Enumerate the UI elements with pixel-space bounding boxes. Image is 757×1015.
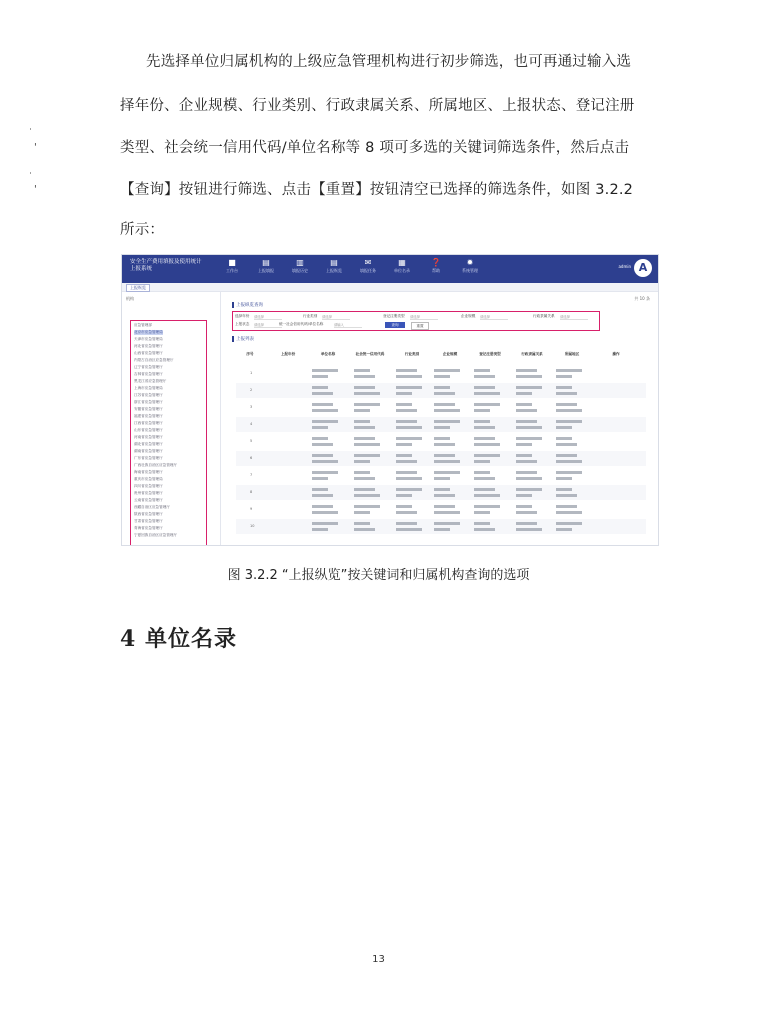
tree-item[interactable]: 海南省应急管理厅 [134,470,163,474]
blurred-cell [396,420,417,423]
filter-input[interactable]: 请选择 [254,322,282,328]
tree-item[interactable]: 重庆市应急管理局 [134,477,163,481]
blurred-cell [354,494,380,497]
blurred-cell [516,443,532,446]
blurred-cell [312,471,338,474]
reset-button[interactable]: 重置 [411,322,429,330]
blurred-cell [434,477,450,480]
figure-screenshot [121,254,659,546]
blurred-cell [556,505,577,508]
blurred-cell [556,522,582,525]
filter-highlight [232,311,600,331]
org-tree-heading: 机构 [126,296,134,301]
blurred-cell [434,443,455,446]
blurred-cell [396,494,412,497]
tree-item[interactable]: 西藏自治区应急管理厅 [134,505,170,509]
paragraph-line-5: 所示： [120,222,165,238]
filter-label: 上报状态 [235,322,250,326]
blurred-cell [516,511,537,514]
blurred-cell [516,460,537,463]
blurred-cell [474,443,500,446]
nav-item-2[interactable] [282,258,318,274]
scan-speck: ' [34,142,37,153]
nav-item-label: 上报纵览 [326,268,342,273]
blurred-cell [312,375,328,378]
tree-item[interactable]: 江苏省应急管理厅 [134,393,163,397]
row-number: 4 [250,422,253,426]
table-header: 行业类别 [404,352,420,356]
tree-item[interactable]: 应急管理部 [134,323,152,327]
filter-label: 行政隶属关系 [533,314,555,318]
nav-item-label: 单位名录 [394,268,410,273]
avatar[interactable]: A [634,259,652,277]
blurred-cell [516,420,537,423]
blurred-cell [556,386,572,389]
query-button[interactable]: 查询 [385,322,405,328]
blurred-cell [396,392,412,395]
blurred-cell [556,477,572,480]
scan-speck: ˙ [28,172,33,183]
blurred-cell [434,386,450,389]
blurred-cell [396,426,422,429]
table-header: 社会统一信用代码 [355,352,385,356]
tree-item[interactable]: 四川省应急管理厅 [134,484,163,488]
blurred-cell [556,392,577,395]
blurred-cell [396,369,417,372]
blurred-cell [516,437,542,440]
blurred-cell [434,369,460,372]
tree-item[interactable]: 宁夏回族自治区应急管理厅 [134,533,178,537]
tree-item[interactable]: 湖南省应急管理厅 [134,449,163,453]
row-number: 9 [250,507,253,511]
blurred-cell [556,471,582,474]
user-label: admin [618,264,631,269]
blurred-cell [312,488,328,491]
blurred-cell [556,369,582,372]
blurred-cell [434,471,460,474]
blurred-cell [516,528,542,531]
mail-icon: ✉ [364,258,372,267]
tree-item[interactable]: 内蒙古自治区应急管理厅 [134,358,174,362]
table-header: 登记注册类型 [479,352,501,356]
blurred-cell [474,460,490,463]
blurred-cell [516,375,542,378]
nav-item-label: 填报历史 [292,268,308,273]
blurred-cell [516,403,532,406]
table-header: 行政隶属关系 [521,352,543,356]
blurred-cell [434,454,455,457]
filter-label: 行业类别 [303,314,318,318]
page-number: 13 [372,954,385,965]
tree-item[interactable]: 云南省应急管理厅 [134,498,163,502]
tree-item[interactable]: 河南省应急管理厅 [134,435,163,439]
blurred-cell [474,409,490,412]
scan-speck: ˙ [28,128,33,139]
blurred-cell [396,511,417,514]
tab-overview[interactable]: 上报纵览 [126,284,150,292]
blurred-cell [396,454,412,457]
paragraph-line-2: 择年份、企业规模、行业类别、行政隶属关系、所属地区、上报状态、登记注册 [120,98,635,114]
blurred-cell [556,528,572,531]
paragraph-line-1: 先选择单位归属机构的上级应急管理机构进行初步筛选，也可再通过输入选 [146,54,632,70]
nav-item-label: 填报任务 [360,268,376,273]
blurred-cell [354,369,370,372]
table-header: 企业规模 [442,352,458,356]
main-panel [226,292,654,545]
blurred-cell [312,386,328,389]
blurred-cell [312,522,338,525]
blurred-cell [556,403,577,406]
blurred-cell [396,386,422,389]
blurred-cell [434,437,450,440]
blurred-cell [312,460,338,463]
blurred-cell [516,409,537,412]
filter-input[interactable]: 请选择 [322,314,350,320]
blurred-cell [516,505,532,508]
blurred-cell [312,392,333,395]
blurred-cell [556,375,572,378]
blurred-cell [556,443,577,446]
row-number: 1 [250,371,253,375]
nav-item-6[interactable] [418,258,454,274]
blurred-cell [516,386,542,389]
system-title [130,259,220,273]
blurred-cell [474,386,495,389]
filter-input[interactable]: 请选择 [560,314,588,320]
tree-item[interactable]: 广西壮族自治区应急管理厅 [134,463,178,467]
blurred-cell [396,409,417,412]
blurred-cell [474,392,500,395]
blurred-cell [474,420,490,423]
table-header: 操作 [612,352,620,356]
blurred-cell [354,528,375,531]
tree-item[interactable]: 江西省应急管理厅 [134,421,163,425]
blurred-cell [396,437,422,440]
blurred-cell [354,454,380,457]
blurred-cell [434,528,450,531]
tree-item[interactable]: 黑龙江省应急管理厅 [134,379,167,383]
blurred-cell [556,409,582,412]
tree-item[interactable]: 辽宁省应急管理厅 [134,365,163,369]
blurred-cell [312,511,338,514]
filter-input[interactable]: 请选择 [410,314,438,320]
blurred-cell [312,494,333,497]
blurred-cell [516,488,542,491]
blurred-cell [396,488,422,491]
blurred-cell [434,511,460,514]
org-tree-panel [122,292,221,545]
blurred-cell [396,443,412,446]
blurred-cell [474,522,490,525]
blurred-cell [354,522,370,525]
table-title: 上报列表 [232,336,254,342]
row-number: 3 [250,405,253,409]
row-number: 8 [250,490,253,494]
blurred-cell [434,494,455,497]
blurred-cell [354,488,375,491]
blurred-cell [474,528,495,531]
scan-speck: ' [34,184,37,195]
blurred-cell [474,369,490,372]
blurred-cell [312,403,333,406]
tree-item[interactable]: 青海省应急管理厅 [134,526,163,530]
filter-label: 登记注册类型 [383,314,405,318]
blurred-cell [312,454,333,457]
blurred-cell [516,477,542,480]
tree-item[interactable]: 陕西省应急管理厅 [134,512,163,516]
blurred-cell [516,392,532,395]
tree-item[interactable]: 山东省应急管理厅 [134,428,163,432]
blurred-cell [474,505,500,508]
tree-item[interactable]: 山西省应急管理厅 [134,351,163,355]
tree-item[interactable]: 福建省应急管理厅 [134,414,163,418]
blurred-cell [556,494,577,497]
nav-item-label: 帮助 [432,268,440,273]
nav-item-3[interactable] [316,258,352,274]
blurred-cell [396,460,417,463]
blurred-cell [434,426,450,429]
grid-icon: ■ [228,258,236,267]
section-heading: 4 单位名录 [120,626,237,652]
row-number: 5 [250,439,253,443]
blurred-cell [396,403,412,406]
paragraph-line-3: 类型、社会统一信用代码/单位名称等 8 项可多选的关键词筛选条件，然后点击 [120,140,630,156]
blurred-cell [516,494,532,497]
blurred-cell [556,426,572,429]
blurred-cell [396,375,422,378]
blurred-cell [516,522,537,525]
tree-item[interactable]: 贵州省应急管理厅 [134,491,163,495]
tree-item[interactable]: 浙江省应急管理厅 [134,400,163,404]
blurred-cell [474,403,500,406]
blurred-cell [516,426,542,429]
blurred-cell [396,522,417,525]
org-tree-highlight [130,320,207,546]
blurred-cell [434,375,450,378]
nav-item-1[interactable] [248,258,284,274]
blurred-cell [556,460,582,463]
blurred-cell [556,420,582,423]
settings-icon: ✹ [466,258,474,267]
table-header: 序号 [246,352,254,356]
tree-item[interactable]: 甘肃省应急管理厅 [134,519,163,523]
blurred-cell [354,443,380,446]
blurred-cell [354,403,380,406]
nav-item-label: 上报填报 [258,268,274,273]
filter-label: 企业规模 [461,314,476,318]
blurred-cell [434,488,450,491]
blurred-cell [312,369,338,372]
row-number: 6 [250,456,253,460]
blurred-cell [474,454,500,457]
blurred-cell [354,409,370,412]
report-icon: ▤ [262,258,270,267]
system-title-line1: 安全生产费用填报及使用统计 [130,259,202,265]
blurred-cell [516,369,537,372]
blurred-cell [474,426,495,429]
blurred-cell [434,505,455,508]
blurred-cell [396,505,412,508]
blurred-cell [474,488,495,491]
blurred-cell [312,409,338,412]
tab-bar [122,283,658,292]
blurred-cell [354,477,375,480]
nav-item-7[interactable] [452,258,488,274]
pager: 共 10 条 [634,296,650,301]
table-header: 单位名称 [320,352,336,356]
blurred-cell [434,522,460,525]
blurred-cell [354,375,375,378]
filter-input[interactable]: 请选择 [480,314,508,320]
blurred-cell [516,471,537,474]
help-icon: ❓ [431,258,441,267]
tree-item[interactable]: 上海市应急管理局 [134,386,163,390]
tree-item[interactable]: 北京市应急管理局 [134,330,163,334]
blurred-cell [556,488,572,491]
blurred-cell [434,420,460,423]
nav-item-label: 工作台 [226,268,238,273]
blurred-cell [354,420,370,423]
blurred-cell [396,528,422,531]
row-number: 7 [250,473,253,477]
blurred-cell [396,471,417,474]
blurred-cell [474,477,495,480]
blurred-cell [516,454,532,457]
blurred-cell [434,403,455,406]
tree-item[interactable]: 安徽省应急管理厅 [134,407,163,411]
blurred-cell [396,477,422,480]
blurred-cell [474,437,495,440]
filter-label: 选择年份 [235,314,250,318]
tree-item[interactable]: 湖北省应急管理厅 [134,442,163,446]
blurred-cell [354,426,375,429]
nav-item-0[interactable] [214,258,250,274]
tree-item[interactable]: 广东省应急管理厅 [134,456,163,460]
system-title-line2: 上报系统 [130,266,153,272]
blurred-cell [556,454,577,457]
blurred-cell [474,511,490,514]
blurred-cell [312,505,333,508]
filter-label: 统一社会信用代码/单位名称 [279,322,324,326]
tree-item[interactable]: 吉林省应急管理厅 [134,372,163,376]
blurred-cell [354,471,370,474]
blurred-cell [312,528,328,531]
nav-item-label: 系统管理 [462,268,478,273]
filter-title: 上报纵览查询 [232,302,263,308]
filter-input[interactable]: 请输入 [334,322,362,328]
blurred-cell [312,477,328,480]
document-icon: ▤ [330,258,338,267]
blurred-cell [556,511,582,514]
blurred-cell [312,420,338,423]
paragraph-line-4: 【查询】按钮进行筛选、点击【重置】按钮清空已选择的筛选条件，如图 3.2.2 [120,182,634,198]
blurred-cell [354,437,375,440]
blurred-cell [434,460,460,463]
blurred-cell [312,426,328,429]
blurred-cell [474,494,500,497]
figure-caption: 图 3.2.2 “上报纵览”按关键词和归属机构查询的选项 [227,568,530,583]
blurred-cell [354,386,375,389]
row-number: 10 [250,524,255,528]
nav-item-4[interactable] [350,258,386,274]
blurred-cell [312,443,333,446]
blurred-cell [354,392,380,395]
table-header: 上报年份 [280,352,296,356]
blurred-cell [434,409,460,412]
app-header-bar [122,255,658,283]
table-header: 所属地区 [564,352,580,356]
tree-item[interactable]: 天津市应急管理局 [134,337,163,341]
tree-item[interactable]: 河北省应急管理厅 [134,344,163,348]
list-icon: ▥ [296,258,304,267]
filter-input[interactable]: 请选择 [254,314,282,320]
directory-icon: ▦ [398,258,406,267]
blurred-cell [434,392,455,395]
blurred-cell [556,437,572,440]
blurred-cell [354,511,370,514]
blurred-cell [312,437,328,440]
blurred-cell [474,375,495,378]
nav-item-5[interactable] [384,258,420,274]
blurred-cell [354,460,370,463]
blurred-cell [354,505,380,508]
blurred-cell [474,471,490,474]
row-number: 2 [250,388,253,392]
